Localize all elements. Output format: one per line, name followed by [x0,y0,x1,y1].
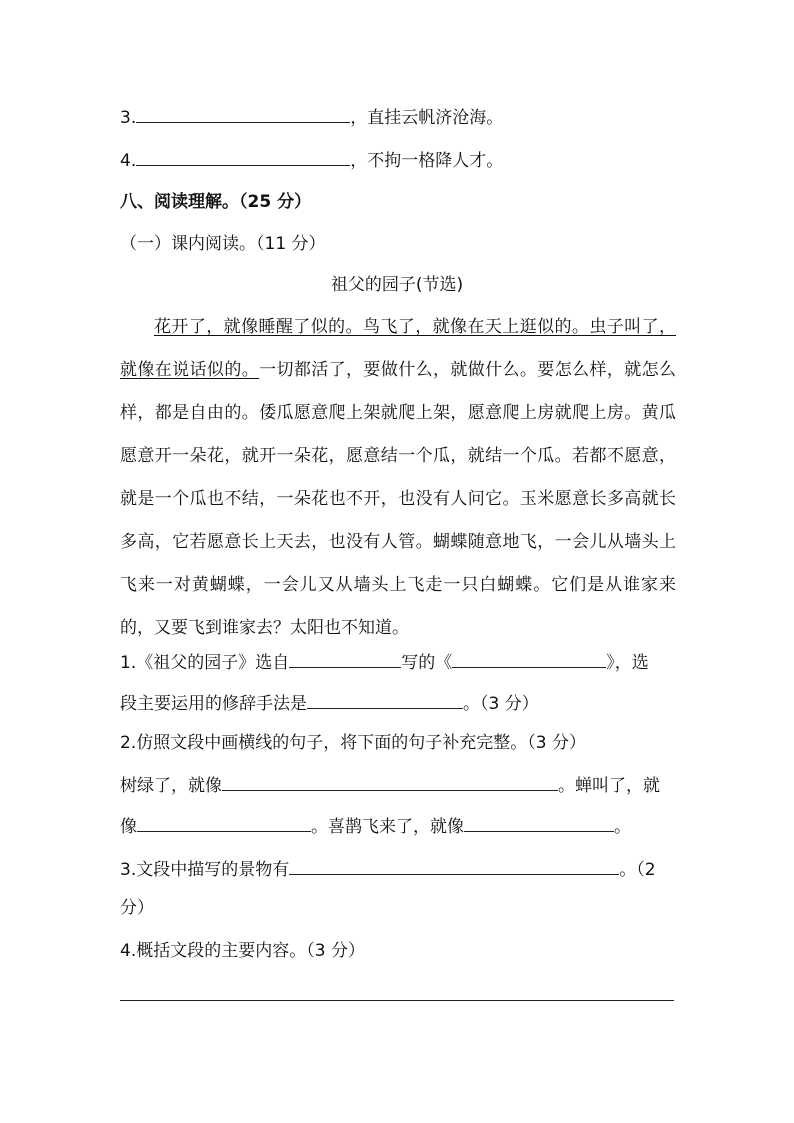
answer-blank[interactable] [136,147,350,166]
passage-title: 祖父的园子(节选) [330,275,464,295]
subsection-score: （11 分） [256,234,326,254]
section-title: 八、阅读理解。 [120,192,239,212]
underlined-sentences: 花开了，就像睡醒了似的。鸟飞了，就像在天上逛似的。虫子叫了，就像在说话似的。 [120,317,676,380]
question-3-line-2: 分） [120,898,154,918]
question-text: 《祖父的园子》选自 [136,653,290,673]
fill-line-text: ，不拘一格降人才。 [350,151,504,171]
question-text: 树绿了，就像 [120,776,222,796]
question-2-prompt: 2.仿照文段中画横线的句子，将下面的句子补充完整。（3 分） [120,733,586,753]
question-4-prompt: 4.概括文段的主要内容。（3 分） [120,941,365,961]
section-score: （25 分） [239,192,312,212]
question-1-line-1 [120,649,649,675]
question-text: 3.文段中描写的景物有 [120,860,290,880]
book-blank[interactable] [452,649,606,668]
fill-line-text: ，直挂云帆济沧海。 [350,108,504,128]
rhetoric-blank[interactable] [307,690,463,709]
fill-line-3 [120,104,503,130]
question-text: 》，选 [606,653,649,673]
question-2-line-3 [120,813,631,839]
question-text: 段主要运用的修辞手法是 [120,694,307,714]
answer-blank[interactable] [464,813,614,832]
question-text: 像 [120,817,137,837]
question-text: 写的《 [401,653,453,673]
answer-blank[interactable] [222,772,558,791]
subsection-label: （一）课内阅读。 [120,234,256,254]
question-number: 1. [120,653,137,673]
question-text: 。 [614,817,631,837]
passage-body [120,306,676,650]
passage-rest: 一切都活了，要做什么，就做什么。要怎么样，就怎么样，都是自由的。倭瓜愿意爬上架就爬上架，愿意爬上房就爬上房。黄瓜愿意开一朵花，就开一朵花，愿意结一个瓜，就结一个瓜。若都不愿意，就是一个瓜也不结，一朵花也不开，也没有人问它。玉米愿意长多高就长多高，它若愿意长上天去，也没有人管。蝴蝶随意地飞，一会儿从墙头上飞来一对黄蝴蝶，一会儿又从墙头上飞走一只白蝴蝶。它们是从谁家来的，又要飞到谁家去？太阳也不知道。 [120,360,677,638]
question-1-line-2 [120,690,539,716]
answer-line[interactable] [120,1000,674,1001]
fill-line-4 [120,147,503,173]
answer-blank[interactable] [289,856,619,875]
question-text: 。蝉叫了，就 [558,776,660,796]
answer-blank[interactable] [137,813,311,832]
question-score: 。（3 分） [463,694,539,714]
subsection-heading [120,232,326,256]
question-score: 。（2 [619,860,656,880]
section-heading [120,190,311,214]
fill-line-number: 4. [120,151,137,171]
question-text: 。喜鹊飞来了，就像 [311,817,464,837]
question-3-line-1 [120,856,656,882]
fill-line-number: 3. [120,108,137,128]
answer-blank[interactable] [136,104,350,123]
question-2-line-2 [120,772,660,798]
author-blank[interactable] [289,649,401,668]
